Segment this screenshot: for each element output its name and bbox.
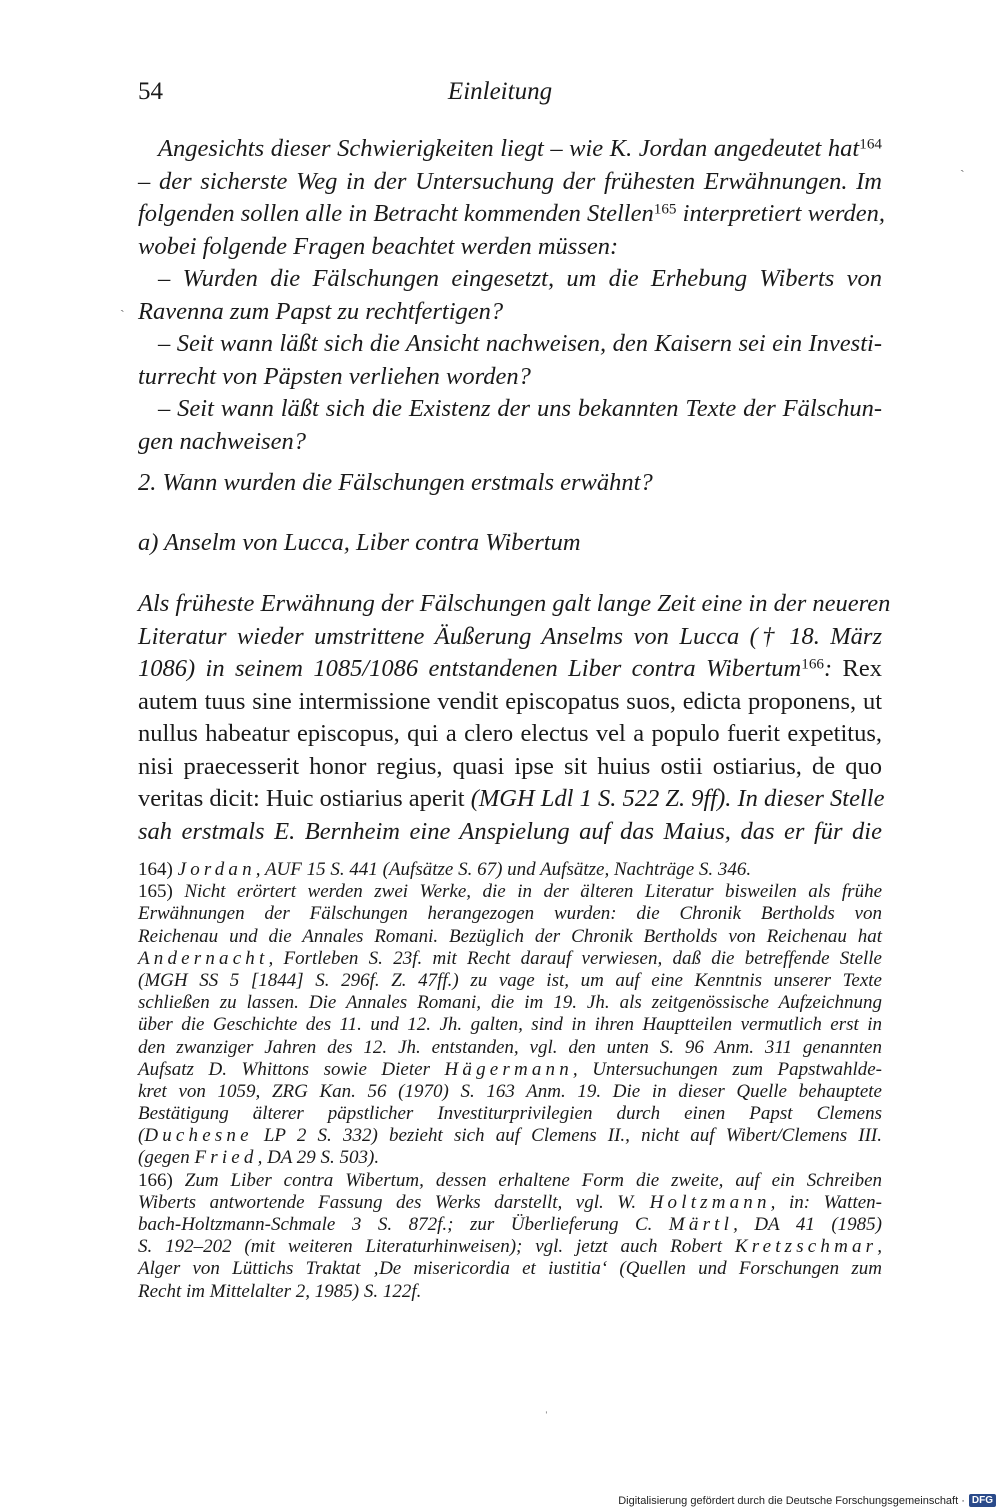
footnote-ref-164: 164 [859,135,882,153]
page-number: 54 [138,78,163,105]
question-2-cont: turrecht von Päpsten verliehen worden? [138,362,531,390]
anselm-paragraph [138,588,891,848]
text-line: autem tuus sine intermissione vendit episcopatus suos, edicta proponens, ut [138,687,882,715]
footnote-line: (Duchesne LP 2 S. 332) bezieht sich auf Clemens II., nicht auf Wibert/Clemens III. [138,1125,882,1147]
footnote-164: 164) Jordan, AUF 15 S. 441 (Aufsätze S. 67) und Aufsätze, Nachträge S. 346. [138,859,752,880]
footer-notice: Digitalisierung gefördert durch die Deutsche Forschungsgemeinschaft · [618,1494,965,1507]
footnote-165: 165) Nicht erörtert werden zwei Werke, die in der älteren Literatur bisweilen als frühe [138,881,883,903]
question-1-cont: Ravenna zum Papst zu rechtfertigen? [138,297,504,325]
text-line: nisi praecesserit honor regius, quasi ipse sit huius ostii ostiarius, de quo [138,752,882,780]
subsection-heading: a) Anselm von Lucca, Liber contra Wibertum [138,529,581,556]
footnote-ref-165: 165 [653,200,677,218]
text-line: Literatur wieder umstrittene Äußerung Anselms von Lucca († 18. März [138,622,882,650]
section-heading: 2. Wann wurden die Fälschungen erstmals erwähnt? [138,469,653,496]
scan-speck: ˈ [544,1410,549,1425]
running-head: Einleitung [447,78,553,105]
footnote-line: Alger von Lüttichs Traktat ‚De misericordia et iustitia‘ (Quellen und Forschungen zum [138,1258,882,1280]
question-2: – Seit wann läßt sich die Ansicht nachweisen, den Kaisern sei ein Investi- [158,330,882,357]
footnote-line: (gegen Fried, DA 29 S. 503). [138,1147,380,1169]
question-3-cont: gen nachweisen? [138,427,307,455]
footnotes [138,859,882,1303]
footnote-line: Andernacht, Fortleben S. 23f. mit Recht darauf verwiesen, daß die betreffende Stelle [138,947,882,969]
footnote-line: schließen zu lassen. Die Annales Romani, die im 19. Jh. als zeitgenössische Aufzeichnung [138,992,882,1014]
dfg-logo-icon: DFG [969,1494,996,1507]
question-1: – Wurden die Fälschungen eingesetzt, um die Erhebung Wiberts von [158,265,882,292]
intro-paragraph [138,133,885,458]
footnote-line: (MGH SS 5 [1844] S. 296f. Z. 47ff.) zu vage ist, um auf eine Kenntnis unserer Texte [138,969,882,991]
text-line: wobei folgende Fragen beachtet werden müssen: [138,232,619,260]
footnote-line: kret von 1059, ZRG Kan. 56 (1970) S. 163 Anm. 19. Die in dieser Quelle behauptete [138,1080,882,1102]
text-line: nullus habeatur episcopus, qui a clero electus vel a populo fuerit expetitus, [138,720,882,747]
digitization-footer [618,1494,996,1507]
footnote-line: S. 192–202 (mit weiteren Literaturhinweisen); vgl. jetzt auch Robert Kretzschmar, [138,1236,882,1258]
footnote-line: bach-Holtzmann-Schmale 3 S. 872f.; zur Überlieferung C. Märtl, DA 41 (1985) [138,1214,882,1235]
footnote-line: den zwanziger Jahren des 12. Jh. entstanden, vgl. den unten S. 96 Anm. 311 genannten [138,1036,882,1058]
footnote-line: Recht im Mittelalter 2, 1985) S. 122f. [138,1280,422,1302]
text-line: Angesichts dieser Schwierigkeiten liegt – wie K. Jordan angedeutet hat$^{164}$ [158,135,882,162]
footnote-line: Reichenau und die Annales Romani. Bezüglich der Chronik Bertholds von Reichenau hat [138,925,882,947]
text-line: Als früheste Erwähnung der Fälschungen galt lange Zeit eine in der neueren [138,590,891,617]
text-line: sah erstmals E. Bernheim eine Anspielung auf das Maius, das er für die [138,817,882,845]
text-line: folgenden sollen alle in Betracht kommenden Stellen$^{165}$ interpretiert werden, [138,200,885,227]
text-line: 1086) in seinem 1085/1086 entstandenen Liber contra Wibertum$^{166}$: Rex [138,655,882,682]
question-3: – Seit wann läßt sich die Existenz der uns bekannten Texte der Fälschun- [158,395,882,422]
text-line: – der sicherste Weg in der Untersuchung der frühesten Erwähnungen. Im [138,167,882,195]
footnote-line: Erwähnungen der Fälschungen herangezogen wurden: die Chronik Bertholds von [138,903,882,925]
footnote-line: Wiberts antwortende Fassung des Werks darstellt, vgl. W. Holtzmann, in: Watten- [138,1191,882,1213]
footnote-ref-166: 166 [801,655,824,673]
text-line: veritas dicit: Huic ostiarius aperit (MGH Ldl 1 S. 522 Z. 9ff). In dieser Stelle [138,785,885,812]
footnote-line: über die Geschichte des 11. und 12. Jh. galten, sind in ihren Hauptteilen vermutlich erst in [138,1014,882,1036]
scan-speck: ˏ [960,158,965,173]
footnote-166: 166) Zum Liber contra Wibertum, dessen erhaltene Form die zweite, auf ein Schreiben [138,1169,883,1191]
footnote-line: Aufsatz D. Whittons sowie Dieter Hägermann, Untersuchungen zum Papstwahlde- [138,1058,882,1080]
footnote-line: Bestätigung älterer päpstlicher Investiturprivilegien durch einen Papst Clemens [138,1103,882,1125]
scan-speck: ˎ [120,298,125,313]
